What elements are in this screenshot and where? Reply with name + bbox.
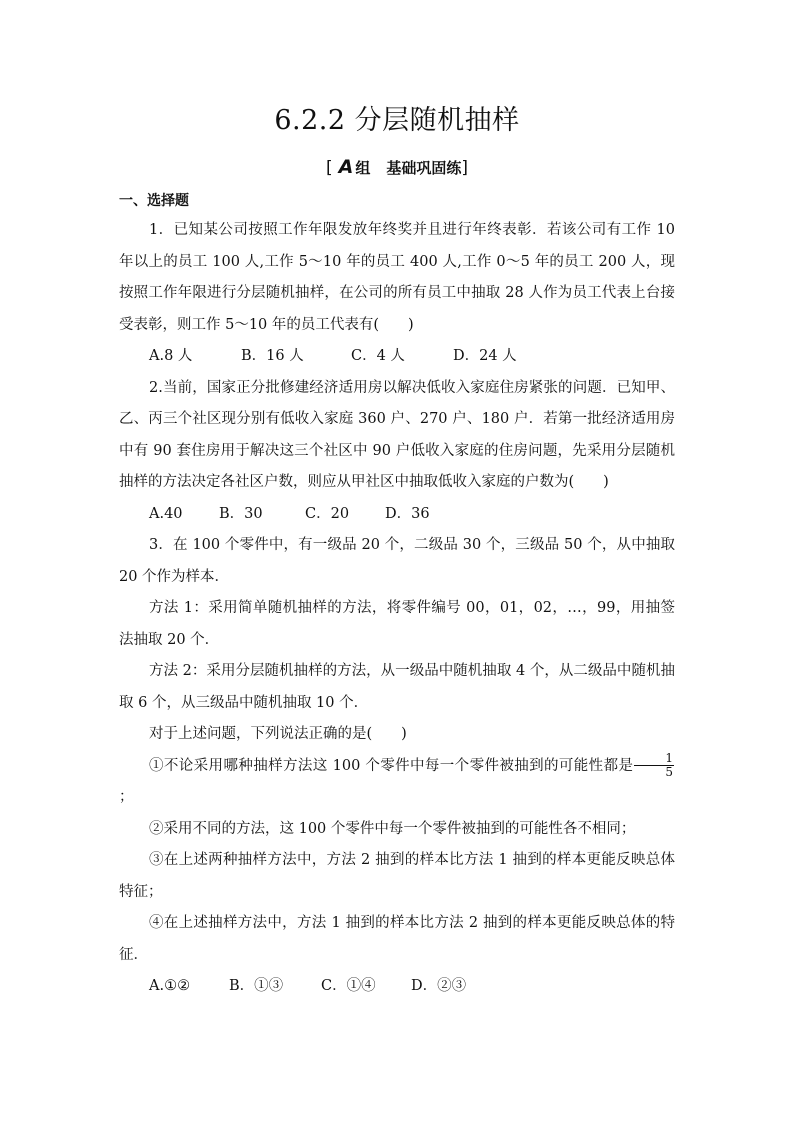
q3-option-d: D．②③ bbox=[411, 978, 467, 994]
question-2-text: 2.当前，国家正分批修建经济适用房以解决低收入家庭住房紧张的问题．已知甲、乙、丙三个社区现分别有低收入家庭 360 户、270 户、180 户．若第一批经济适用房中有 90 套住房用于解决这三个社区中 90 户低收入家庭的住房问题，先采用分层随机抽样的方法决定各社区户数，则应从甲社区中抽取低收入家庭的户数为( ) bbox=[119, 379, 675, 490]
q1-option-c: C．4 人 bbox=[351, 348, 405, 364]
q1-option-b: B．16 人 bbox=[241, 348, 304, 364]
question-list bbox=[119, 215, 675, 1003]
q2-option-a: A.40 bbox=[149, 505, 183, 522]
fraction-one-fifth bbox=[634, 752, 674, 779]
q1-option-d: D．24 人 bbox=[453, 348, 517, 364]
question-3-method-1: 方法 1：采用简单随机抽样的方法，将零件编号 00，01，02，…，99，用抽签法抽取 20 个． bbox=[119, 600, 675, 648]
group-bracket-close: ] bbox=[461, 158, 469, 178]
page-title: 6.2.2 分层随机抽样 bbox=[274, 105, 520, 136]
group-heading bbox=[0, 156, 794, 178]
question-3-prompt: 对于上述问题，下列说法正确的是( ) bbox=[149, 726, 407, 742]
question-3-options bbox=[119, 971, 675, 1003]
q2-option-c: C．20 bbox=[305, 505, 350, 522]
statement-1-end: ； bbox=[119, 789, 134, 805]
question-3-statement-1 bbox=[119, 751, 675, 814]
question-3-method-2: 方法 2：采用分层随机抽样的方法，从一级品中随机抽取 4 个，从二级品中随机抽取 6 个，从三级品中随机抽取 10 个． bbox=[119, 663, 675, 711]
q3-option-c: C．①④ bbox=[321, 978, 376, 994]
question-3-statement-3: ③在上述两种抽样方法中，方法 2 抽到的样本比方法 1 抽到的样本更能反映总体特征； bbox=[119, 852, 675, 900]
group-bracket-open: [ bbox=[325, 158, 333, 178]
q2-option-d: D．36 bbox=[385, 505, 430, 522]
question-2-options bbox=[119, 499, 675, 531]
q2-option-b: B．30 bbox=[219, 505, 263, 522]
q1-option-a: A.8 人 bbox=[149, 348, 193, 364]
question-3-statement-4: ④在上述抽样方法中，方法 1 抽到的样本比方法 2 抽到的样本更能反映总体的特征． bbox=[119, 915, 675, 963]
group-name: 基础巩固练 bbox=[386, 159, 462, 177]
fraction-denominator: 5 bbox=[665, 765, 673, 779]
group-letter: A bbox=[338, 156, 354, 178]
fraction-numerator: 1 bbox=[634, 752, 674, 766]
q3-option-b: B．①③ bbox=[229, 978, 284, 994]
question-3-statement-2: ②采用不同的方法，这 100 个零件中每一个零件被抽到的可能性各不相同； bbox=[149, 820, 636, 837]
question-1-text: 1．已知某公司按照工作年限发放年终奖并且进行年终表彰．若该公司有工作 10 年以上的员工 100 人,工作 5～10 年的员工 400 人,工作 0～5 年的员工 200 人，现按照工作年限进行分层随机抽样，在公司的所有员工中抽取 28 人作为员工代表上台接受表彰，则工作 5～10 年的员工代表有( ) bbox=[119, 222, 675, 333]
statement-1-text: ①不论采用哪种抽样方法这 100 个零件中每一个零件被抽到的可能性都是 bbox=[149, 757, 634, 774]
q3-option-a: A.①② bbox=[149, 978, 191, 994]
group-suffix: 组 bbox=[355, 159, 371, 177]
question-3-text: 3．在 100 个零件中，有一级品 20 个，二级品 30 个，三级品 50 个，从中抽取 20 个作为样本． bbox=[119, 537, 675, 585]
question-1-options bbox=[119, 341, 675, 373]
section-heading: 一、选择题 bbox=[119, 193, 189, 209]
